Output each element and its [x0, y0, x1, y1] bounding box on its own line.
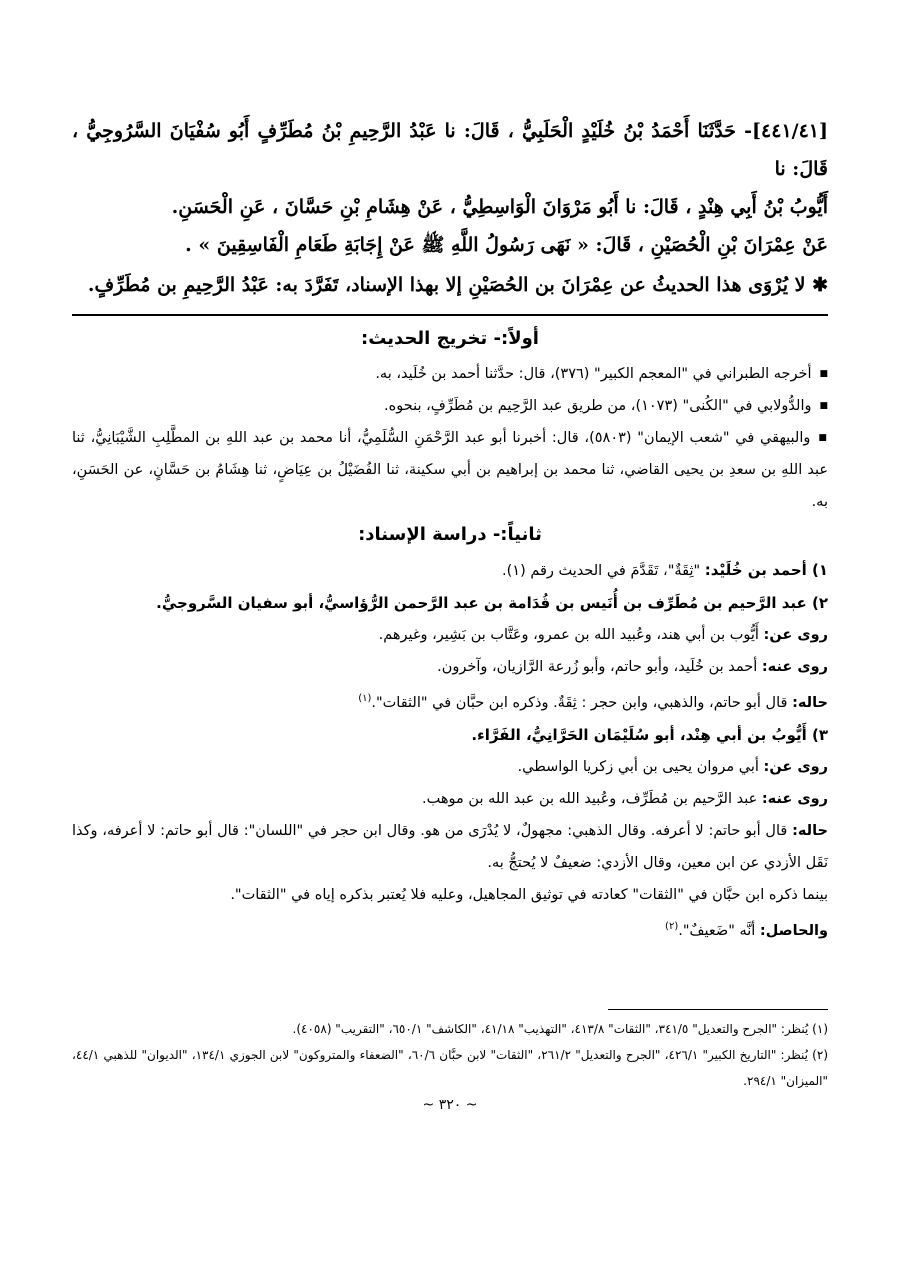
conclusion-text: أنَّه "ضَعيفٌ". [678, 922, 756, 939]
takhrij-item-bayhaqi: ■ والبيهقي في "شعب الإيمان" (٥٨٠٣)، قال: أخبرنا أبو عبد الرَّحْمَنِ السُّلَمِيُّ، أنا محمد بن عبد اللهِ بن المطَّلِبِ الشَّيْبَانِيُّ، ثنا عبد اللهِ بن سعدِ بن يحيى القاضي، ثنا محمد بن إبراهيم بن أبي سكينة، ثنا الفُضَيْلُ بن عِيَاضٍ، ثنا هِشَامُ بن حَسَّانٍ، عن الحَسَنِ، به. [72, 422, 828, 518]
narrator-3-name: ٣) أَيُّوبُ بن أبي هِنْد، أبو سُلَيْمَان الحَرَّانِيُّ، الفَرَّاء. [471, 725, 828, 744]
conclusion [72, 911, 828, 947]
takhrij-item-tabarani: ■ أخرجه الطبراني في "المعجم الكبير" (٣٧٦)، قال: حدَّثنا أحمد بن خُلَيد، به. [72, 358, 828, 390]
conclusion-label: والحاصل: [759, 922, 828, 939]
status-label: حاله: [792, 694, 828, 711]
page-number: ~ ٣٢٠ ~ [422, 1096, 478, 1113]
narrated-from-text: أَيُّوب بن أبي هند، وعُبيد الله بن عمرو، وعَتَّاب بن بَشِير، وغيرهم. [378, 627, 759, 643]
section-title-isnad-study: ثانياً:- دراسة الإسناد: [358, 524, 542, 545]
narrator-2-name: ٢) عبد الرَّحيم بن مُطَرِّف بن أُنَيس بن قُدَامة بن عبد الرَّحمن الرُّؤاسيُّ، أبو سفيان السَّروجيُّ. [156, 594, 828, 612]
footnote-separator [608, 1009, 828, 1010]
status-text: قال أبو حاتم، والذهبي، وابن حجر : ثِقَةٌ. وذكره ابن حبَّان في "الثقات". [371, 694, 788, 711]
footnote-ref-1[interactable]: (١) [358, 693, 372, 704]
takhrij-item-dulabi: ■ والدُّولابي في "الكُنى" (١٠٧٣)، من طريق عبد الرَّحِيم بن مُطَرِّفٍ، بنحوه. [72, 390, 828, 422]
narrator-1-text: "ثِقَةٌ"، تَقَدَّمَ في الحديث رقم (١). [501, 563, 701, 579]
hadith-note: ✱ لا يُرْوَى هذا الحديثُ عن عِمْرَانَ بن الحُصَيْنِ إلا بهذا الإسناد، تَفَرَّدَ به: عَبْدُ الرَّحِيمِ بن مُطَرِّفٍ. [87, 274, 828, 296]
footnote-1: (١) يُنظر: "الجرح والتعديل" ٣٤١/٥، "الثقات" ٤١٣/٨، "التهذيب" ٤١/١٨، "الكاشف" ٦٥٠/١، "التقريب" (٤٠٥٨). [292, 1021, 828, 1036]
narrator-2-status [72, 683, 828, 719]
horizontal-rule [72, 314, 828, 316]
hadith-isnad-line-1: [٤٤١/٤١]- حَدَّثَنَا أَحْمَدُ بْنُ خُلَيْدٍ الْحَلَبِيُّ ، قَالَ: نا عَبْدُ الرَّحِيمِ بْنُ مُطَرِّفٍ أَبُو سُفْيَانَ السَّرُوجِيُّ ، قَالَ: نا [72, 120, 828, 180]
hadith-isnad-line-2: أَيُّوبُ بْنُ أَبِي هِنْدٍ ، قَالَ: نا أَبُو مَرْوَانَ الْوَاسِطِيُّ ، عَنْ هِشَامِ بْنِ حَسَّانَ ، عَنِ الْحَسَنِ. [171, 196, 828, 218]
narrated-from-label: روى عن: [763, 627, 828, 643]
narrator-2-narrated-from [72, 619, 828, 651]
narrator-3-narrated-from [72, 751, 828, 783]
narrated-by-text: أحمد بن خُلَيد، وأبو حاتم، وأبو زُرعة الرَّازيان، وآخرون. [437, 659, 758, 675]
footnotes [72, 1016, 828, 1094]
document-page [72, 112, 828, 1273]
narrator-2-narrated-by [72, 651, 828, 683]
isnad-study-section [72, 554, 828, 947]
status-text: قال أبو حاتم: لا أعرفه. وقال الذهبي: مجهولٌ، لا يُدْرَى من هو. وقال ابن حجر في "اللسان": قال أبو حاتم: لا أعرفه، وكذا نَقَل الأزدي عن ابن معين، وقال الأزدي: ضعيفٌ لا يُحتجُّ به. [72, 822, 828, 871]
footnote-2: (٢) يُنظر: "التاريخ الكبير" ٤٢٦/١، "الجرح والتعديل" ٢٦١/٢، "الثقات" لابن حبَّان ٦٠/٦، "الضعفاء والمتروكون" لابن الجوزي ١٣٤/١، "الديوان" للذهبي ٤٤/١، "الميزان" ٢٩٤/١. [72, 1047, 829, 1088]
narrated-from-label: روى عن: [763, 758, 828, 775]
narrator-3-narrated-by [72, 783, 828, 815]
hadith-matn: عَنْ عِمْرَانَ بْنِ الْحُصَيْنِ ، قَالَ: « نَهَى رَسُولُ اللَّهِ ﷺ عَنْ إِجَابَةِ طَعَامِ الْفَاسِقِينَ » . [185, 234, 828, 256]
narrated-by-label: روى عنه: [761, 790, 828, 807]
narrator-1-name: ١) أحمد بن خُلَيْد: [704, 561, 828, 579]
narrator-3-additional: بينما ذكره ابن حبَّان في "الثقات" كعادته في توثيق المجاهيل، وعليه فلا يُعتبر بذكره إياه في "الثقات". [230, 886, 828, 903]
status-label: حاله: [792, 822, 829, 839]
footnote-ref-2[interactable]: (٢) [665, 920, 679, 932]
narrated-by-label: روى عنه: [761, 659, 828, 675]
narrated-from-text: أبي مروان يحيى بن أبي زكريا الواسطي. [517, 758, 759, 775]
takhrij-section [72, 358, 828, 518]
narrator-1 [72, 554, 828, 587]
narrator-3-status [72, 815, 828, 879]
hadith-block [72, 112, 828, 304]
narrated-by-text: عبد الرَّحيم بن مُطَرِّف، وعُبيد الله بن عبد الله بن موهب. [422, 790, 758, 807]
section-title-takhrij: أولاً:- تخريج الحديث: [361, 328, 539, 349]
